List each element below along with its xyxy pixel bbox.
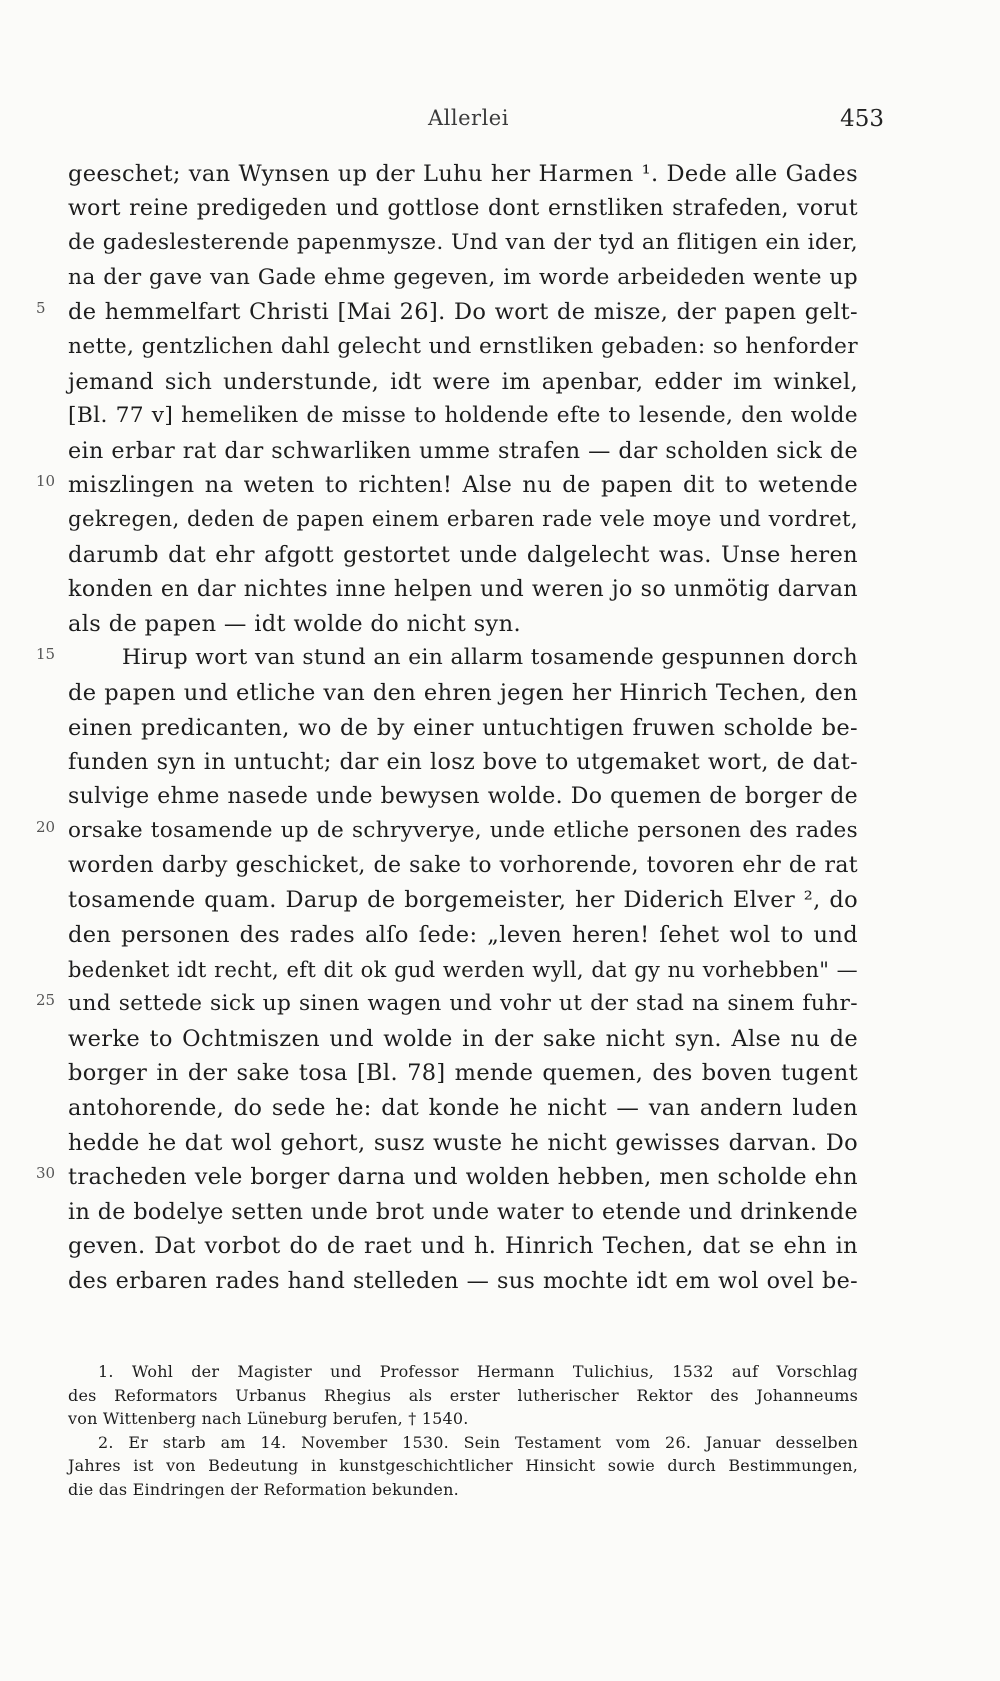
text-line xyxy=(0,572,1000,607)
text-line xyxy=(0,987,1000,1022)
line-number: 15 xyxy=(36,645,56,664)
page-header xyxy=(0,106,1000,136)
text-line xyxy=(0,849,1000,884)
text-line xyxy=(0,1195,1000,1230)
text-line xyxy=(0,503,1000,538)
line-text: de hemmelfart Christi [Mai 26]. Do wort de misze, der papen gelt- xyxy=(68,299,858,326)
line-text: de papen und etliche van den ehren jegen her Hinrich Techen, den xyxy=(68,679,858,706)
text-line xyxy=(0,226,1000,261)
line-text: tracheden vele borger darna und wolden hebben, men scholde ehn xyxy=(68,1164,858,1191)
line-text: de gadeslesterende papenmysze. Und van der tyd an flitigen ein ider, xyxy=(68,230,858,256)
text-line xyxy=(0,1056,1000,1091)
line-number: 20 xyxy=(36,818,56,837)
text-line xyxy=(0,883,1000,918)
line-text: in de bodelye setten unde brot unde water to etende und drinkende xyxy=(68,1198,858,1225)
line-number: 10 xyxy=(36,472,56,491)
line-text: gekregen, deden de papen einem erbaren rade vele moye und vordret, xyxy=(68,506,858,532)
body-text xyxy=(0,157,1000,1299)
text-line xyxy=(0,261,1000,296)
text-line xyxy=(0,676,1000,711)
line-text: sulvige ehme nasede unde bewysen wolde. Do quemen de borger de xyxy=(68,783,858,809)
line-text: und settede sick up sinen wagen und vohr ut der stad na sinem fuhr- xyxy=(68,991,858,1017)
line-text: den personen des rades alſo ſede: „leven heren! ſehet wol to und xyxy=(68,922,858,949)
line-text: tosamende quam. Darup de borgemeister, her Diderich Elver ², do xyxy=(68,887,858,914)
line-text: nette, gentzlichen dahl gelecht und ernstliken gebaden: so henforder xyxy=(68,333,858,359)
line-text: ein erbar rat dar schwarliken umme strafen — dar scholden sick de xyxy=(68,437,858,464)
text-line xyxy=(0,468,1000,503)
text-line xyxy=(0,1022,1000,1057)
text-line xyxy=(0,1264,1000,1299)
line-text: Hirup wort van stund an ein allarm tosamende gespunnen dorch xyxy=(122,645,858,671)
text-line xyxy=(0,1229,1000,1264)
text-line xyxy=(0,1091,1000,1126)
line-number: 25 xyxy=(36,991,56,1010)
text-line xyxy=(0,1160,1000,1195)
text-line xyxy=(0,434,1000,469)
line-number: 30 xyxy=(36,1164,56,1183)
footnote-text: 1. Wohl der Magister und Professor Hermann Tulichius, 1532 auf Vorschlag xyxy=(98,1362,858,1381)
footnote-line xyxy=(0,1454,1000,1478)
line-text: als de papen — idt wolde do nicht syn. xyxy=(68,610,521,637)
line-text: na der gave van Gade ehme gegeven, im worde arbeideden wente up xyxy=(68,264,858,290)
text-line xyxy=(0,399,1000,434)
line-number: 5 xyxy=(36,299,46,318)
line-text: orsake tosamende up de schryverye, unde etliche personen des rades xyxy=(68,818,858,844)
line-text: einen predicanten, wo de by einer untuchtigen fruwen scholde be- xyxy=(68,714,858,741)
line-text: antohorende, do sede he: dat konde he nicht — van andern luden xyxy=(68,1095,858,1122)
footnote-text: des Reformators Urbanus Rhegius als erster lutherischer Rektor des Johanneums xyxy=(68,1385,858,1405)
line-text: jemand sich understunde, idt were im apenbar, edder im winkel, xyxy=(68,368,858,395)
footnote-text: die das Eindringen der Reformation bekunden. xyxy=(68,1479,459,1499)
text-line xyxy=(0,711,1000,746)
line-text: darumb dat ehr afgott gestortet unde dalgelecht was. Unse heren xyxy=(68,541,858,568)
line-text: konden en dar nichtes inne helpen und weren jo so unmötig darvan xyxy=(68,576,858,603)
text-line xyxy=(0,953,1000,988)
line-text: miszlingen na weten to richten! Alse nu de papen dit to wetende xyxy=(68,472,858,499)
footnote-text: Jahres ist von Bedeutung in kunstgeschichtlicher Hinsicht sowie durch Bestimmungen, xyxy=(68,1456,858,1475)
text-line xyxy=(0,607,1000,642)
page-number: 453 xyxy=(840,106,884,132)
line-text: worden darby geschicket, de sake to vorhorende, tovoren ehr de rat xyxy=(68,852,858,878)
line-text: wort reine predigeden und gottlose dont ernstliken strafeden, vorut xyxy=(68,195,858,221)
footnote-text: 2. Er starb am 14. November 1530. Sein Testament vom 26. Januar desselben xyxy=(98,1432,858,1452)
footnote-line xyxy=(0,1360,1000,1384)
text-line xyxy=(0,192,1000,227)
running-title: Allerlei xyxy=(428,106,509,130)
text-line xyxy=(0,1126,1000,1161)
footnote-line xyxy=(0,1431,1000,1455)
text-line xyxy=(0,330,1000,365)
line-text: werke to Ochtmiszen und wolde in der sake nicht syn. Alse nu de xyxy=(68,1025,858,1052)
text-line xyxy=(0,918,1000,953)
line-text: geeschet; van Wynsen up der Luhu her Harmen ¹. Dede alle Gades xyxy=(68,161,858,187)
footnote-line xyxy=(0,1478,1000,1502)
line-text: hedde he dat wol gehort, susz wuste he nicht gewisses darvan. Do xyxy=(68,1129,858,1156)
footnote-text: von Wittenberg nach Lüneburg berufen, † 1540. xyxy=(68,1409,469,1428)
line-text: des erbaren rades hand stelleden — sus mochte idt em wol ovel be- xyxy=(68,1268,858,1294)
footnote-line xyxy=(0,1384,1000,1408)
line-text: bedenket idt recht, eft dit ok gud werden wyll, dat gy nu vorhebben" — xyxy=(68,957,858,982)
text-line xyxy=(0,780,1000,815)
text-line xyxy=(0,814,1000,849)
line-text: [Bl. 77 v] hemeliken de misse to holdende efte to lesende, den wolde xyxy=(68,403,858,429)
text-line xyxy=(0,295,1000,330)
text-line xyxy=(0,745,1000,780)
line-text: geven. Dat vorbot do de raet und h. Hinrich Techen, dat se ehn in xyxy=(68,1233,858,1260)
footnotes xyxy=(0,1360,1000,1501)
footnote-line xyxy=(0,1407,1000,1431)
line-text: funden syn in untucht; dar ein losz bove to utgemaket wort, de dat- xyxy=(68,749,858,776)
text-line xyxy=(0,538,1000,573)
line-text: borger in der sake tosa [Bl. 78] mende quemen, des boven tugent xyxy=(68,1060,858,1087)
text-line xyxy=(0,157,1000,192)
text-line xyxy=(0,641,1000,676)
text-line xyxy=(0,365,1000,400)
